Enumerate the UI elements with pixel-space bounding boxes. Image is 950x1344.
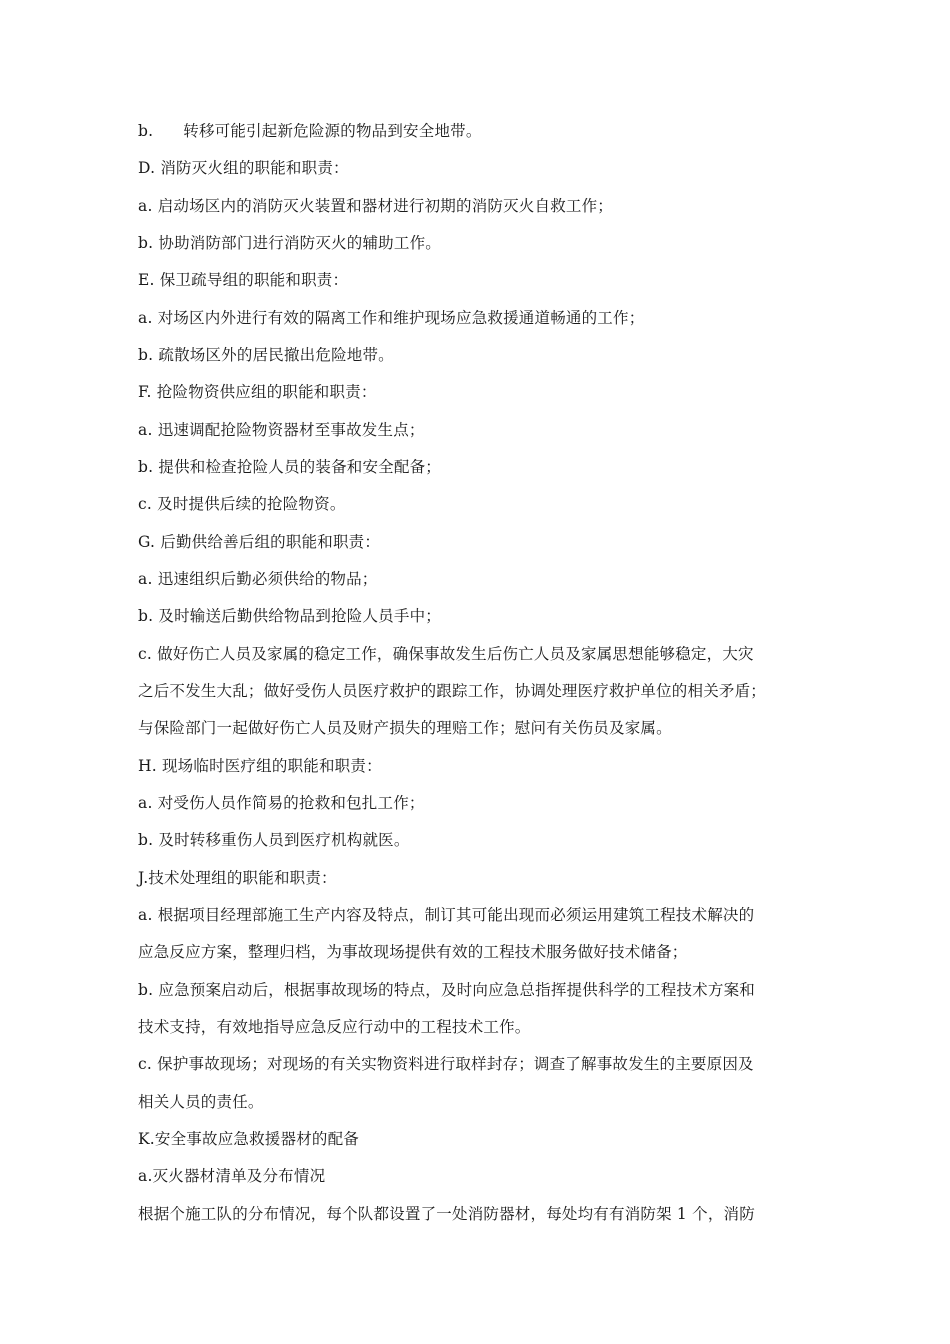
section-heading-k: K.安全事故应急救援器材的配备 bbox=[138, 1130, 360, 1148]
section-heading-h: H. 现场临时医疗组的职能和职责： bbox=[138, 757, 382, 775]
section-heading-e: E. 保卫疏导组的职能和职责： bbox=[138, 271, 349, 289]
paragraph-line: a. 对场区内外进行有效的隔离工作和维护现场应急救援通道畅通的工作； bbox=[138, 309, 645, 327]
paragraph-line: c. 做好伤亡人员及家属的稳定工作，确保事故发生后伤亡人员及家属思想能够稳定，大灾 bbox=[138, 645, 754, 663]
paragraph-line: 相关人员的责任。 bbox=[138, 1093, 264, 1111]
paragraph-line: a. 启动场区内的消防灭火装置和器材进行初期的消防灭火自救工作； bbox=[138, 197, 613, 215]
text-line-1-content: 转移可能引起新危险源的物品到安全地带。 bbox=[183, 122, 482, 140]
paragraph-line: b. 协助消防部门进行消防灭火的辅助工作。 bbox=[138, 234, 441, 252]
text-line-1 bbox=[138, 121, 828, 141]
section-heading-g: G. 后勤供给善后组的职能和职责： bbox=[138, 533, 381, 551]
section-heading-j: J.技术处理组的职能和职责： bbox=[138, 869, 337, 887]
paragraph-line: 应急反应方案，整理归档，为事故现场提供有效的工程技术服务做好技术储备； bbox=[138, 943, 688, 961]
paragraph-line: 之后不发生大乱；做好受伤人员医疗救护的跟踪工作，协调处理医疗救护单位的相关矛盾； bbox=[138, 682, 767, 700]
paragraph-line: a. 迅速调配抢险物资器材至事故发生点； bbox=[138, 421, 425, 439]
paragraph-line: b. 及时转移重伤人员到医疗机构就医。 bbox=[138, 831, 410, 849]
section-heading-f: F. 抢险物资供应组的职能和职责： bbox=[138, 383, 377, 401]
paragraph-line: b. 及时输送后勤供给物品到抢险人员手中； bbox=[138, 607, 441, 625]
paragraph-line: c. 及时提供后续的抢险物资。 bbox=[138, 495, 346, 513]
paragraph-line: 技术支持，有效地指导应急反应行动中的工程技术工作。 bbox=[138, 1018, 531, 1036]
paragraph-line: a. 根据项目经理部施工生产内容及特点，制订其可能出现而必须运用建筑工程技术解决的 bbox=[138, 906, 755, 924]
section-heading-d: D. 消防灭火组的职能和职责： bbox=[138, 159, 349, 177]
paragraph-line: b. 提供和检查抢险人员的装备和安全配备； bbox=[138, 458, 441, 476]
paragraph-line: 与保险部门一起做好伤亡人员及财产损失的理赔工作；慰问有关伤员及家属。 bbox=[138, 719, 672, 737]
paragraph-line: a. 迅速组织后勤必须供给的物品； bbox=[138, 570, 378, 588]
paragraph-line: 根据个施工队的分布情况，每个队都设置了一处消防器材，每处均有有消防架 1 个，消防 bbox=[138, 1205, 755, 1223]
list-marker: b. bbox=[138, 122, 154, 140]
paragraph-line: b. 应急预案启动后，根据事故现场的特点，及时向应急总指挥提供科学的工程技术方案和 bbox=[138, 981, 755, 999]
paragraph-line: a.灭火器材清单及分布情况 bbox=[138, 1167, 326, 1185]
paragraph-line: a. 对受伤人员作简易的抢救和包扎工作； bbox=[138, 794, 425, 812]
paragraph-line: c. 保护事故现场；对现场的有关实物资料进行取样封存；调查了解事故发生的主要原因及 bbox=[138, 1055, 754, 1073]
paragraph-line: b. 疏散场区外的居民撤出危险地带。 bbox=[138, 346, 394, 364]
